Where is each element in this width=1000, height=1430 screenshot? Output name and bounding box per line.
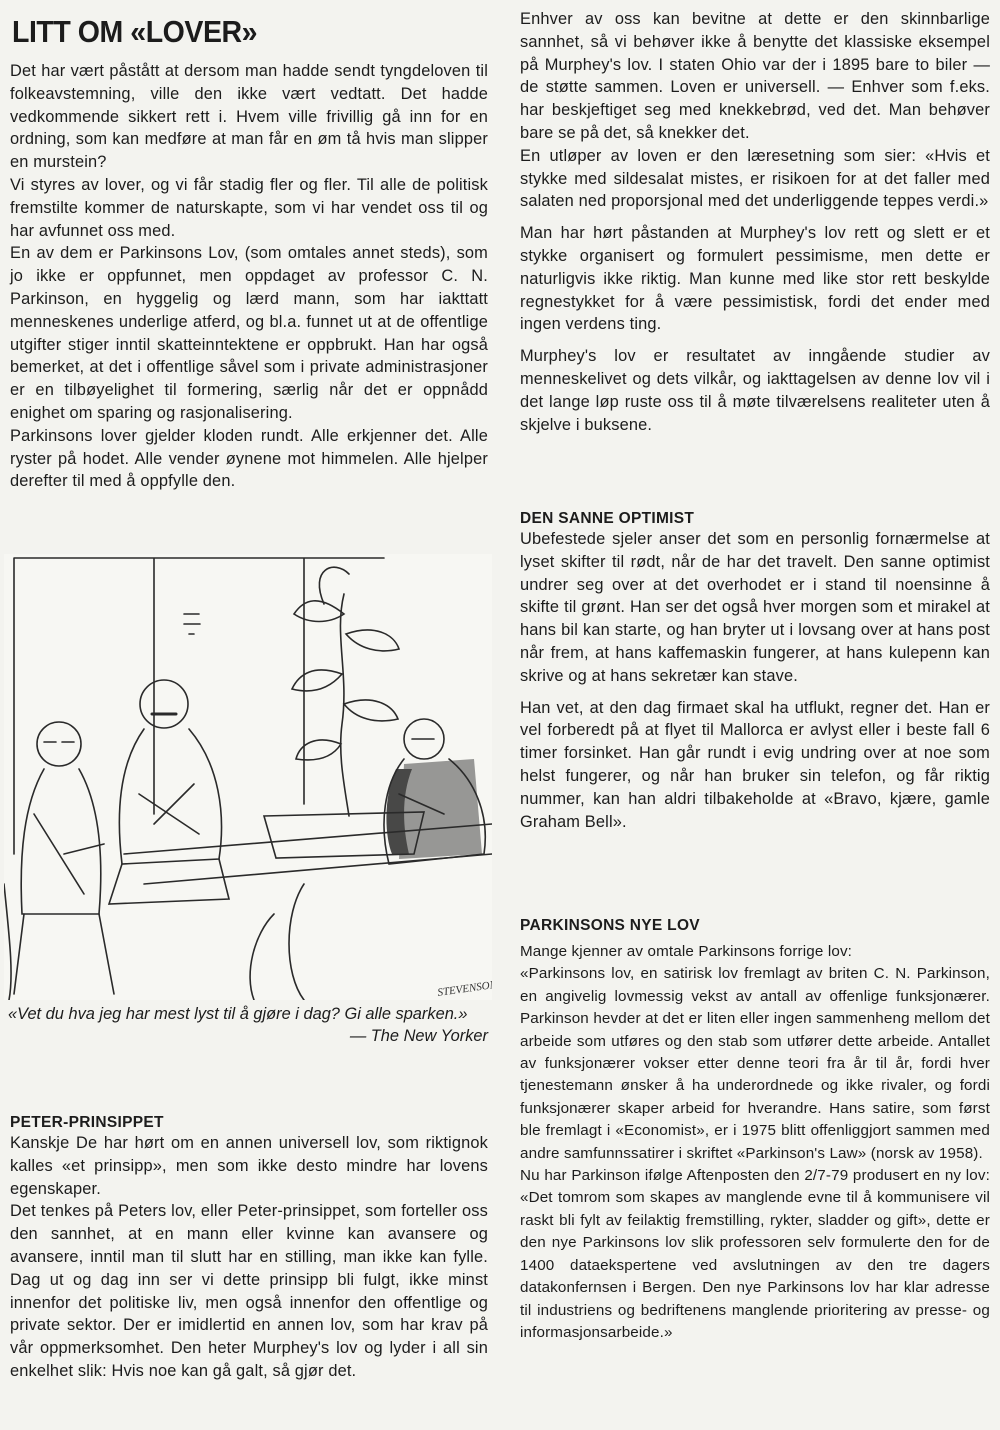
peter-paragraph: Det tenkes på Peters lov, eller Peter-prinsippet, som forteller oss den sannhet, at en mann eller kvinne kan avansere og avansere, inntil man til slutt har en stilling, man ikke kan fylle. Dag ut og dag inn ser vi dette prinsipp bli fulgt, ikke minst innenfor det politiske liv, men også innenfor den offentlige og private sektor. Der er imidlertid en annen lov, som har krav på vår oppmerksomhet. Den heter Murphey's lov og lyder i all sin enkelhet slik: Hvis noe kan gå galt, så gjør det.	[10, 1202, 488, 1380]
section-heading: PETER-PRINSIPPET	[10, 1114, 164, 1131]
parkinson-paragraph: Mange kjenner av omtale Parkinsons forrige lov:	[520, 943, 853, 960]
intro-section	[10, 60, 488, 493]
optimist-paragraph: Han vet, at den dag firmaet skal ha utflukt, regner det. Han er vel forberedt på at flyet til Mallorca er avlyst eller i beste fall 6 timer forsinket. Han går rundt i evig undring over at noe som helst fungerer, og når han bruker sin telefon, og får riktig nummer, kan han aldri tilbakeholde at «Bravo, kjære, gamle Graham Bell».	[520, 698, 990, 831]
optimist-section	[520, 510, 990, 833]
parkinson-section	[520, 917, 990, 1344]
murphy-paragraph: Enhver av oss kan bevitne at dette er den skinnbarlige sannhet, så vi behøver ikke å benytte det klassiske eksempel på Murphey's lov. I staten Ohio var der i 1895 bare to biler — de støtte sammen. Loven er universell. — Enhver som f.eks. har beskjeftiget seg med knekkebrød, ved det. Man behøver bare se på det, så knekker det.	[520, 10, 990, 142]
intro-paragraph: Parkinsons lover gjelder kloden rundt. Alle erkjenner det. Alle ryster på hodet. Alle vender øynene mot himmelen. Alle hjelper derefter til med å oppfylle den.	[10, 426, 488, 491]
parkinson-paragraph: Nu har Parkinson ifølge Aftenposten den 2/7-79 produsert en ny lov: «Det tomrom som skapes av manglende evne til å kommunisere vil raskt bli fylt av feilaktig fremstilling, rykter, sladder og gift», dette er den nye Parkinsons lov slik professoren selv formulerte den for de 1400 dataekspertene ved avslutningen av den tre dagers datakonfernsen i Bergen. Den nye Parkinsons lov har klar adresse til industriens og bedriftenens manglende prioritering av presse- og informasjonsarbeide.»	[520, 1167, 990, 1341]
section-heading: PARKINSONS NYE LOV	[520, 917, 700, 934]
peter-section	[10, 1114, 488, 1383]
section-heading: DEN SANNE OPTIMIST	[520, 510, 695, 527]
parkinson-paragraph: «Parkinsons lov, en satirisk lov fremlagt av briten C. N. Parkinson, en angivelig lovmessig vekst av antall av offenlige funksjonærer. Parkinson hevder at det er liten eller ingen sammenheng mellom det arbeide som utføres og den stab som utfører dette arbeide. Antallet av funksjonærer vokser etter denne teori fra år til år, fordi hver tjenestemann ønsker å ha underordnede og ikke rivaler, og fordi funksjonærer skaper arbeid for hverandre. Hans satire, som først ble fremlagt i «Economist», er i 1975 blitt offenliggjort sammen med andre samfunnssatirer i skriftet «Parkinson's Law» (norsk av 1958).	[520, 965, 990, 1162]
intro-paragraph: Det har vært påstått at dersom man hadde sendt tyngdeloven til folkeavstemning, ville den ikke vært vedtatt. Det hadde vedkommende sikkert rett i. Hvem ville frivillig gå inn for en ordning, som kan medføre at man får en øm tå hvis man slipper en murstein?	[10, 62, 488, 172]
murphy-paragraph: En utløper av loven er den læresetning som sier: «Hvis et stykke med sildesalat mistes, er risikoen for at det faller med salaten ned proporsjonal med det underliggende teppes verdi.»	[520, 146, 990, 211]
intro-paragraph: En av dem er Parkinsons Lov, (som omtales annet steds), som jo ikke er oppfunnet, men oppdaget av professor C. N. Parkinson, en hyggelig og lærd mann, som har iakttatt menneskenes underlige atferd, og bl.a. funnet ut at de offentlige utgifter stiger inntil skatteinntektene er oppbrukt. Han har også bemerket, at det i offentlige såvel som i private administrasjoner er en tilbøyelighet til formering, særlig når det er oppnådd enighet om sparing og rasjonalisering.	[10, 244, 488, 422]
article-title: LITT OM «LOVER»	[12, 14, 258, 49]
cartoon-illustration	[4, 554, 492, 1000]
cartoon-drawing	[4, 554, 492, 1000]
murphy-paragraph: Man har hørt påstanden at Murphey's lov rett og slett er et stykke organisert og formulert pessimisme, men dette er naturligvis ikke riktig. Man kunne med like stor rett beskylde regnestykket for å være pessimistisk, fordi det ender med ingen verdens ting.	[520, 224, 990, 334]
cartoon-signature: STEVENSON	[436, 978, 492, 999]
murphy-section	[520, 8, 990, 436]
intro-paragraph: Vi styres av lover, og vi får stadig fler og fler. Til alle de politisk fremstilte kommer de naturskapte, som vi har vendet oss til og har avfunnet oss med.	[10, 175, 488, 240]
peter-paragraph: Kanskje De har hørt om en annen universell lov, som riktignok kalles «et prinsipp», men som ikke desto mindre har lovens egenskaper.	[10, 1134, 488, 1198]
caption-text: «Vet du hva jeg har mest lyst til å gjøre i dag? Gi alle sparken.»	[8, 1005, 468, 1023]
optimist-paragraph: Ubefestede sjeler anser det som en personlig fornærmelse at lyset skifter til rødt, når de har det travelt. Den sanne optimist undrer seg over at det overhodet er i stand til noensinne å skifte til grønt. Han ser det også hver morgen som et mirakel at hans bil kan starte, og han bryter ut i lovsang over at hans post når frem, at hans kaffemaskin fungerer, at hans kulepenn kan skrive og at hans sekretær kan stave.	[520, 530, 990, 685]
caption-source: — The New Yorker	[349, 1027, 488, 1045]
murphy-paragraph: Murphey's lov er resultatet av inngående studier av menneskelivet og dets vilkår, og iakttagelsen av denne lov vil i det lange løp ruste oss til å møte tilværelsens realiteter uten å skjelve i buksene.	[520, 347, 990, 434]
cartoon-caption	[8, 1003, 488, 1048]
